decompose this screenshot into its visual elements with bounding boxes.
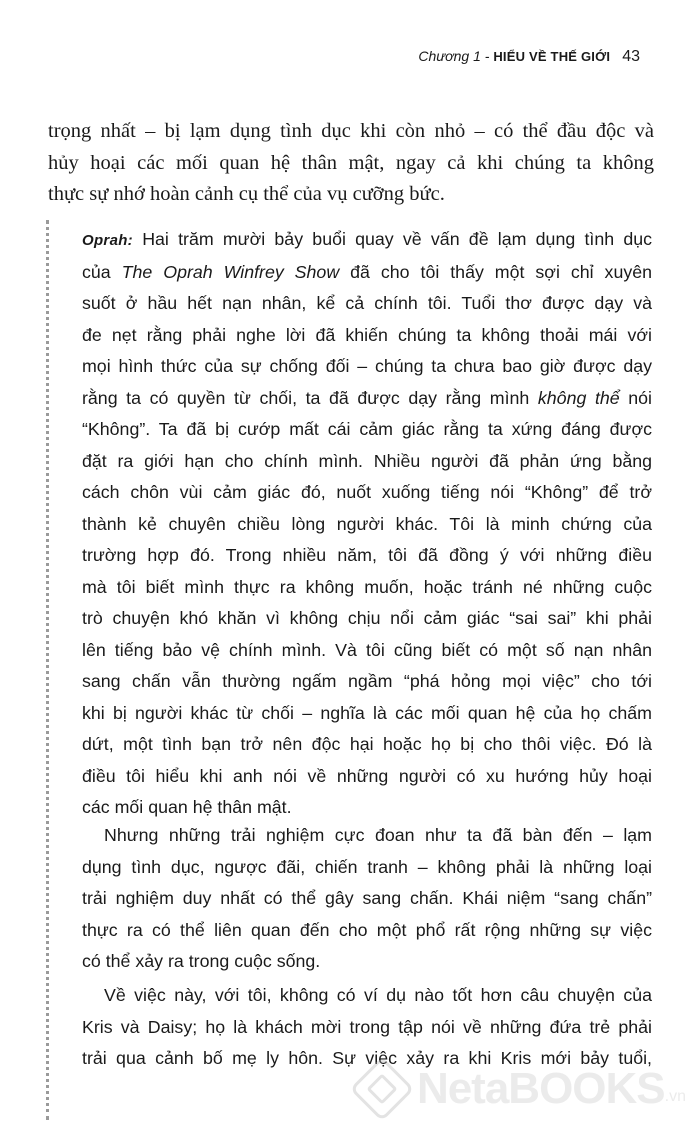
paragraph-line: trải qua cảnh bố mẹ ly hôn. Sự việc xảy ra khi Kris mới bảy tuổi, xyxy=(82,1048,652,1068)
speaker-label: Oprah: xyxy=(82,232,133,249)
intro-line: thực sự nhớ hoàn cảnh cụ thể của vụ cưỡng bức. xyxy=(48,183,445,205)
quote-line xyxy=(82,224,652,257)
intro-paragraph xyxy=(48,116,654,211)
intro-line: trọng nhất – bị lạm dụng tình dục khi còn nhỏ – có thể đầu độc và xyxy=(48,120,654,142)
quote-text: Hai trăm mười bảy buổi quay về vấn đề lạm dụng tình dục xyxy=(132,229,652,249)
running-header xyxy=(418,48,640,66)
quote-text: nói xyxy=(619,387,652,408)
watermark-text: NetaBOOKS xyxy=(416,1064,665,1113)
dotted-rule xyxy=(46,220,49,1120)
watermark-suffix: .vn xyxy=(664,1088,686,1105)
emphasis-text: không thể xyxy=(537,387,620,408)
quote-text: của xyxy=(82,261,122,282)
quote-line: “Không”. Ta đã bị cướp mất cái cảm giác rằng ta xứng đáng được xyxy=(82,419,652,439)
quote-line: dứt, một tình bạn trở nên độc hại hoặc họ bị cho thôi việc. Đó là xyxy=(82,734,652,754)
quote-line: suốt ở hầu hết nạn nhân, kể cả chính tôi. Tuổi thơ được dạy và xyxy=(82,293,652,313)
paragraph-line: dụng tình dục, ngược đãi, chiến tranh – không phải là những loại xyxy=(82,856,652,877)
paragraph-line: trải nghiệm duy nhất có thể gây sang chấn. Khái niệm “sang chấn” xyxy=(82,888,652,908)
quote-line: khi bị người khác từ chối – nghĩa là các mối quan hệ của họ chấm xyxy=(82,702,652,723)
netabooks-logo-icon xyxy=(349,1056,414,1121)
paragraph-3 xyxy=(82,980,652,1075)
quote-line xyxy=(82,257,652,289)
netabooks-watermark xyxy=(359,1064,686,1114)
paragraph-line: có thể xảy ra trong cuộc sống. xyxy=(82,951,321,971)
paragraph-2 xyxy=(82,820,652,978)
quote-text: đã cho tôi thấy một sợi chỉ xuyên xyxy=(339,261,653,282)
quote-line: đặt ra giới hạn cho chính mình. Nhiều người đã phản ứng bằng xyxy=(82,450,652,471)
quote-line: trường hợp đó. Trong nhiều năm, tôi đã đồng ý với những điều xyxy=(82,545,652,565)
quote-line: lên tiếng bảo vệ chính mình. Và tôi cũng biết có một số nạn nhân xyxy=(82,639,652,660)
paragraph-line: Kris và Daisy; họ là khách mời trong tập nói về những đứa trẻ phải xyxy=(82,1016,652,1037)
show-name: The Oprah Winfrey Show xyxy=(121,261,340,282)
paragraph-line: Nhưng những trải nghiệm cực đoan như ta đã bàn đến – lạm xyxy=(104,825,652,845)
page-number: 43 xyxy=(622,48,640,65)
quote-line: thành kẻ chuyên chiều lòng người khác. Tôi là minh chứng của xyxy=(82,513,652,534)
chapter-title: HIỂU VỀ THẾ GIỚI xyxy=(493,49,611,64)
chapter-label: Chương 1 - xyxy=(418,48,494,64)
quote-line: mọi hình thức của sự chống đối – chúng ta chưa bao giờ được dạy xyxy=(82,356,652,376)
quote-line: cách chôn vùi cảm giác đó, nuốt xuống tiếng nói “Không” để trở xyxy=(82,482,652,502)
quote-line: các mối quan hệ thân mật. xyxy=(82,797,292,817)
quote-box xyxy=(46,220,656,1120)
paragraph-line: Về việc này, với tôi, không có ví dụ nào tốt hơn câu chuyện của xyxy=(104,985,652,1005)
paragraph-line: thực ra có thể liên quan đến cho một phổ rất rộng những sự việc xyxy=(82,919,652,940)
quote-line: điều tôi hiểu khi anh nói về những người có xu hướng hủy hoại xyxy=(82,765,652,786)
quote-line: đe nẹt rằng phải nghe lời đã khiến chúng ta không thoải mái với xyxy=(82,324,652,345)
quote-line xyxy=(82,383,652,415)
quote-line: mà tôi biết mình thực ra không muốn, hoặc tránh né những cuộc xyxy=(82,576,652,597)
quote-line: sang chấn vẫn thường ngấm ngầm “phá hỏng mọi việc” cho tới xyxy=(82,671,652,691)
quote-text: rằng ta có quyền từ chối, ta đã được dạy rằng mình xyxy=(82,387,538,408)
intro-line: hủy hoại các mối quan hệ thân mật, ngay cả khi chúng ta không xyxy=(48,151,654,174)
quote-line: trò chuyện khó khăn vì không chịu nổi cảm giác “sai sai” khi phải xyxy=(82,608,652,628)
oprah-quote xyxy=(82,224,652,824)
